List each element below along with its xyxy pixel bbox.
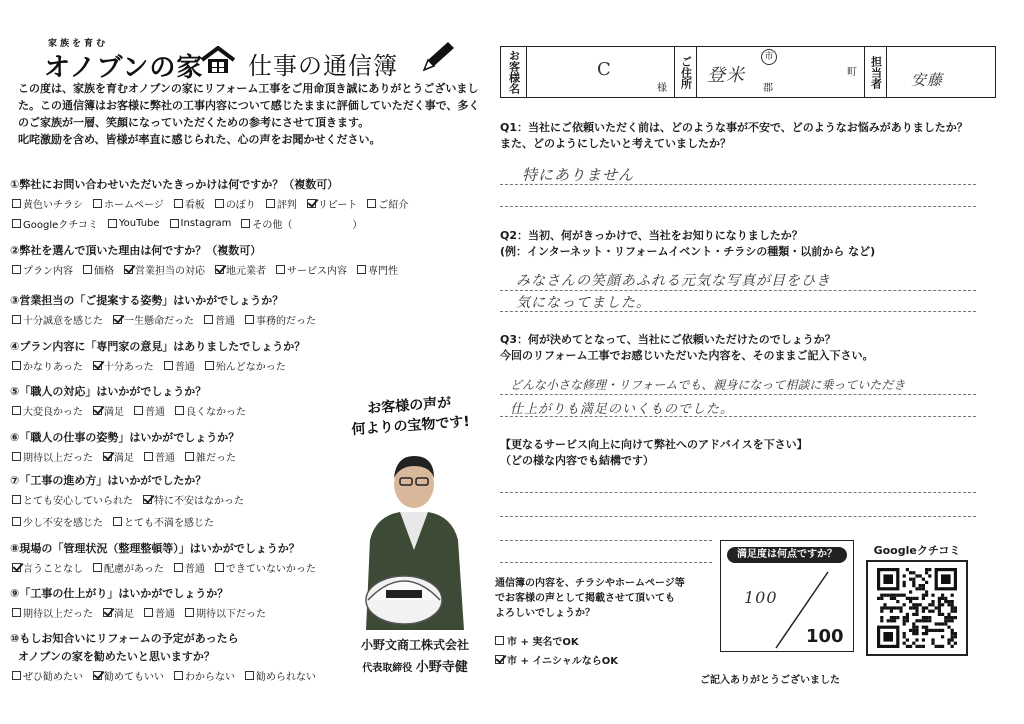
empty-box-icon[interactable] bbox=[245, 671, 254, 680]
empty-box-icon[interactable] bbox=[215, 199, 224, 208]
question-7-options bbox=[12, 514, 214, 529]
option-checkbox[interactable] bbox=[215, 196, 256, 211]
option-checkbox[interactable] bbox=[357, 262, 398, 277]
option-label: 普通 bbox=[174, 362, 195, 373]
checked-box-icon[interactable] bbox=[143, 495, 152, 504]
option-label: その他（ ） bbox=[252, 220, 363, 231]
option-checkbox[interactable] bbox=[12, 403, 83, 418]
empty-box-icon[interactable] bbox=[12, 608, 21, 617]
option-label: とても安心していられた bbox=[23, 496, 133, 507]
publish-option[interactable] bbox=[495, 633, 579, 648]
option-checkbox[interactable] bbox=[108, 216, 160, 231]
option-checkbox[interactable] bbox=[215, 560, 316, 575]
checked-box-icon[interactable] bbox=[93, 361, 102, 370]
checked-box-icon[interactable] bbox=[93, 406, 102, 415]
question-9-title: ⑨「工事の仕上がり」はいかがでしょうか？ bbox=[10, 587, 229, 600]
question-2-title: ②弊社を選んで頂いた理由は何ですか？（複数可） bbox=[10, 244, 262, 257]
empty-box-icon[interactable] bbox=[174, 199, 183, 208]
option-label: 普通 bbox=[155, 453, 175, 464]
empty-box-icon[interactable] bbox=[134, 406, 143, 415]
option-label: 勧められない bbox=[256, 672, 316, 683]
answer-line bbox=[500, 290, 976, 291]
answer-line bbox=[500, 206, 976, 207]
empty-box-icon[interactable] bbox=[367, 199, 376, 208]
speech-bubble: お客様の声が 何よりの宝物です! bbox=[351, 395, 471, 439]
option-checkbox[interactable] bbox=[124, 262, 205, 277]
option-checkbox[interactable] bbox=[113, 514, 214, 529]
option-checkbox[interactable] bbox=[307, 196, 358, 211]
house-icon bbox=[200, 46, 236, 74]
answer-line bbox=[500, 416, 976, 417]
option-checkbox[interactable] bbox=[103, 449, 134, 464]
option-checkbox[interactable] bbox=[205, 358, 286, 373]
question-4-options bbox=[12, 358, 286, 373]
option-checkbox[interactable] bbox=[93, 358, 154, 373]
customer-name-label: お客様名 bbox=[501, 47, 527, 97]
empty-box-icon[interactable] bbox=[12, 361, 21, 370]
a3-answer-line1: どんな小さな修理・リフォームでも、親身になって相談に乗っていただき bbox=[510, 378, 906, 392]
option-label: 専門性 bbox=[368, 266, 398, 277]
question-10-subtitle: オノブンの家を勧めたいと思いますか？ bbox=[18, 650, 215, 663]
brand-tagline: 家族を育む bbox=[48, 39, 109, 49]
option-checkbox[interactable] bbox=[12, 262, 73, 277]
empty-box-icon[interactable] bbox=[12, 315, 21, 324]
empty-box-icon[interactable] bbox=[357, 265, 366, 274]
address-cell bbox=[697, 47, 865, 97]
option-label: 満足 bbox=[114, 609, 134, 620]
ceo-signature: 代表取締役 小野寺健 bbox=[362, 660, 468, 675]
answer-line bbox=[500, 540, 712, 541]
option-label: 普通 bbox=[215, 316, 235, 327]
thanks-text: ご記入ありがとうございました bbox=[700, 675, 840, 686]
publish-option-label: 市 + 実名でOK bbox=[507, 637, 579, 648]
empty-box-icon[interactable] bbox=[12, 406, 21, 415]
q3-text: Q3：何が決めてとなって、当社にご依頼いただけたのでしょうか？ 今回のリフォーム工事でお感じいただいた内容を、そのままご記入下さい。 bbox=[500, 333, 874, 362]
option-checkbox[interactable] bbox=[266, 196, 297, 211]
option-label: かなりあった bbox=[23, 362, 83, 373]
option-label: 大変良かった bbox=[23, 407, 83, 418]
pencil-icon bbox=[418, 38, 458, 74]
option-checkbox[interactable] bbox=[185, 449, 236, 464]
address-value: 登米 bbox=[707, 65, 745, 86]
option-checkbox[interactable] bbox=[144, 449, 175, 464]
empty-box-icon[interactable] bbox=[245, 315, 254, 324]
option-checkbox[interactable] bbox=[12, 605, 93, 620]
option-label: 普通 bbox=[184, 564, 205, 575]
empty-box-icon[interactable] bbox=[204, 315, 213, 324]
checked-box-icon[interactable] bbox=[113, 315, 122, 324]
option-label: 普通 bbox=[155, 609, 175, 620]
option-label: 期待以上だった bbox=[23, 453, 93, 464]
option-checkbox[interactable] bbox=[12, 514, 103, 529]
option-checkbox[interactable] bbox=[93, 668, 164, 683]
option-checkbox[interactable] bbox=[12, 668, 83, 683]
empty-box-icon[interactable] bbox=[108, 219, 117, 228]
option-checkbox[interactable] bbox=[93, 403, 124, 418]
option-checkbox[interactable] bbox=[12, 312, 103, 327]
a1-answer: 特にありません bbox=[522, 166, 635, 184]
option-checkbox[interactable] bbox=[12, 449, 93, 464]
option-label: YouTube bbox=[118, 218, 160, 229]
option-checkbox[interactable] bbox=[185, 605, 266, 620]
brand-logo-text: オノブンの家 bbox=[44, 53, 204, 83]
q1-text: Q1：当社にご依頼いただく前は、どのような事が不安で、どのようなお悩みがありましたか？ また、どのようにしたいと考えていましたか？ bbox=[500, 121, 968, 150]
empty-box-icon[interactable] bbox=[12, 452, 21, 461]
customer-info-table bbox=[500, 46, 996, 98]
option-checkbox[interactable] bbox=[174, 560, 205, 575]
option-checkbox[interactable] bbox=[175, 403, 246, 418]
qr-code-frame bbox=[866, 560, 968, 656]
option-checkbox[interactable] bbox=[12, 560, 83, 575]
empty-box-icon[interactable] bbox=[144, 452, 153, 461]
question-2-options bbox=[12, 262, 398, 277]
option-checkbox[interactable] bbox=[245, 312, 316, 327]
option-label: 地元業者 bbox=[226, 266, 266, 277]
q4-text: 【更なるサービス向上に向けて弊社へのアドバイスを下さい】 （どの様な内容でも結構です） bbox=[500, 438, 808, 467]
a2-answer-line2: 気になってました。 bbox=[516, 295, 651, 311]
empty-box-icon[interactable] bbox=[12, 265, 21, 274]
option-label: 看板 bbox=[184, 200, 205, 211]
empty-box-icon[interactable] bbox=[12, 199, 21, 208]
option-label: ぜひ勧めたい bbox=[23, 672, 83, 683]
option-label: 言うことなし bbox=[23, 564, 83, 575]
option-checkbox[interactable] bbox=[367, 196, 408, 211]
option-label: 営業担当の対応 bbox=[135, 266, 205, 277]
option-label: リピート bbox=[317, 200, 358, 211]
question-7-options bbox=[12, 492, 244, 507]
empty-box-icon[interactable] bbox=[174, 563, 183, 572]
checked-box-icon[interactable] bbox=[307, 199, 316, 208]
address-label: ご住所 bbox=[675, 47, 697, 97]
question-3-title: ③営業担当の「ご提案する姿勢」はいかがでしょうか？ bbox=[10, 294, 284, 307]
question-6-title: ⑥「職人の仕事の姿勢」はいかがでしょうか？ bbox=[10, 431, 240, 444]
cho-label: 町 bbox=[847, 67, 857, 78]
checked-box-icon[interactable] bbox=[93, 671, 102, 680]
empty-box-icon[interactable] bbox=[175, 406, 184, 415]
a2-answer-line1: みなさんの笑顔あふれる元気な写真が目をひき bbox=[516, 273, 831, 289]
answer-line bbox=[500, 562, 712, 563]
score-value: 100 bbox=[744, 588, 778, 607]
question-10-options bbox=[12, 668, 316, 683]
question-3-options bbox=[12, 312, 316, 327]
option-label: 価格 bbox=[94, 266, 114, 277]
option-label: ホームページ bbox=[104, 200, 164, 211]
empty-box-icon[interactable] bbox=[266, 199, 275, 208]
answer-line bbox=[500, 184, 976, 185]
intro-text: この度は、家族を育むオノブンの家にリフォーム工事をご用命頂き誠にありがとうございまし た。この通信簿はお客様に弊社の工事内容について感じたままに評価していただく事で、多く のご家族が一層、笑顔になっていただくための参考にさせて頂きます。 叱咤激励を含め、皆様が率直に感じられた、心の声をお聞かせください。 bbox=[18, 82, 480, 146]
option-label: 満足 bbox=[104, 407, 124, 418]
option-label: できていないかった bbox=[225, 564, 316, 575]
option-checkbox[interactable] bbox=[103, 605, 134, 620]
option-checkbox[interactable] bbox=[241, 216, 362, 231]
page-title: 仕事の通信簿 bbox=[248, 52, 398, 80]
empty-box-icon[interactable] bbox=[83, 265, 92, 274]
option-checkbox[interactable] bbox=[113, 312, 194, 327]
option-label: 評判 bbox=[276, 200, 297, 211]
option-checkbox[interactable] bbox=[174, 668, 235, 683]
option-label: 事務的だった bbox=[256, 316, 316, 327]
option-label: 勧めてもいい bbox=[104, 672, 164, 683]
qr-code[interactable] bbox=[877, 568, 957, 648]
option-checkbox[interactable] bbox=[83, 262, 114, 277]
staff-photo bbox=[356, 450, 472, 630]
question-1-title: ①弊社にお問い合わせいただいたきっかけは何ですか？（複数可） bbox=[10, 178, 339, 191]
option-label: 雑だった bbox=[196, 453, 236, 464]
checked-box-icon[interactable] bbox=[215, 265, 224, 274]
option-label: サービス内容 bbox=[287, 266, 347, 277]
option-label: 普通 bbox=[145, 407, 165, 418]
option-label: 期待以下だった bbox=[196, 609, 266, 620]
sama-label: 様 bbox=[657, 83, 667, 94]
option-label: 黄色いチラシ bbox=[23, 200, 83, 211]
option-checkbox[interactable] bbox=[215, 262, 266, 277]
answer-line bbox=[500, 492, 976, 493]
staff-value: 安藤 bbox=[911, 71, 944, 89]
question-8-options bbox=[12, 560, 316, 575]
gun-label: 郡 bbox=[763, 83, 773, 94]
option-label: 配慮があった bbox=[104, 564, 164, 575]
option-checkbox[interactable] bbox=[144, 605, 175, 620]
option-label: Instagram bbox=[180, 218, 232, 229]
question-8-title: ⑧現場の「管理状況（整理整頓等）」はいかがでしょうか？ bbox=[10, 542, 300, 555]
question-1-options bbox=[12, 196, 408, 211]
answer-line bbox=[500, 516, 976, 517]
empty-box-icon[interactable] bbox=[144, 608, 153, 617]
option-checkbox[interactable] bbox=[174, 196, 205, 211]
option-label: 満足 bbox=[114, 453, 134, 464]
option-label: とても不満を感じた bbox=[124, 518, 214, 529]
option-checkbox[interactable] bbox=[93, 560, 164, 575]
empty-box-icon[interactable] bbox=[12, 495, 21, 504]
score-max: 100 bbox=[806, 626, 844, 647]
answer-line bbox=[500, 394, 976, 395]
option-label: 少し不安を感じた bbox=[23, 518, 103, 529]
option-label: ご紹介 bbox=[378, 200, 409, 211]
empty-box-icon[interactable] bbox=[12, 671, 21, 680]
empty-box-icon[interactable] bbox=[164, 361, 173, 370]
empty-box-icon[interactable] bbox=[113, 517, 122, 526]
publish-option-label: 市 + イニシャルならOK bbox=[507, 656, 618, 667]
option-label: 期待以上だった bbox=[23, 609, 93, 620]
q2-text: Q2：当初、何がきっかけで、当社をお知りになりましたか？ (例：インターネット・リフォームイベント・チラシの種類・以前から など) bbox=[500, 229, 876, 258]
option-checkbox[interactable] bbox=[93, 196, 164, 211]
question-5-title: ⑤「職人の対応」はいかがでしょうか？ bbox=[10, 385, 207, 398]
empty-box-icon[interactable] bbox=[170, 219, 179, 228]
empty-box-icon[interactable] bbox=[185, 452, 194, 461]
company-name: 小野文商工株式会社 bbox=[360, 638, 469, 652]
empty-box-icon[interactable] bbox=[93, 199, 102, 208]
option-checkbox[interactable] bbox=[12, 216, 98, 231]
option-checkbox[interactable] bbox=[134, 403, 165, 418]
checked-box-icon[interactable] bbox=[124, 265, 133, 274]
checked-box-icon[interactable] bbox=[103, 452, 112, 461]
empty-box-icon[interactable] bbox=[215, 563, 224, 572]
empty-box-icon[interactable] bbox=[12, 219, 21, 228]
publish-option[interactable] bbox=[495, 652, 618, 667]
empty-box-icon[interactable] bbox=[241, 219, 250, 228]
empty-box-icon[interactable] bbox=[495, 636, 504, 645]
option-label: 十分誠意を感じた bbox=[23, 316, 103, 327]
option-label: 十分あった bbox=[103, 362, 154, 373]
option-label: Googleクチコミ bbox=[23, 220, 98, 231]
option-label: 殆んどなかった bbox=[215, 362, 286, 373]
option-checkbox[interactable] bbox=[12, 196, 83, 211]
empty-box-icon[interactable] bbox=[12, 517, 21, 526]
question-5-options bbox=[12, 403, 246, 418]
question-4-title: ④プラン内容に「専門家の意見」はありましたでしょうか？ bbox=[10, 340, 306, 353]
option-label: プラン内容 bbox=[23, 266, 73, 277]
empty-box-icon[interactable] bbox=[185, 608, 194, 617]
option-checkbox[interactable] bbox=[170, 216, 232, 231]
option-checkbox[interactable] bbox=[245, 668, 316, 683]
question-6-options bbox=[12, 449, 236, 464]
question-1-options bbox=[12, 216, 362, 231]
empty-box-icon[interactable] bbox=[93, 563, 102, 572]
empty-box-icon[interactable] bbox=[276, 265, 285, 274]
checked-box-icon[interactable] bbox=[103, 608, 112, 617]
checked-box-icon[interactable] bbox=[495, 655, 504, 664]
staff-cell bbox=[887, 47, 997, 97]
option-checkbox[interactable] bbox=[12, 358, 83, 373]
checked-box-icon[interactable] bbox=[12, 563, 21, 572]
answer-line bbox=[500, 311, 976, 312]
option-checkbox[interactable] bbox=[204, 312, 235, 327]
city-mark: 市 bbox=[761, 49, 777, 65]
option-checkbox[interactable] bbox=[12, 492, 133, 507]
empty-box-icon[interactable] bbox=[174, 671, 183, 680]
option-label: わからない bbox=[185, 672, 235, 683]
option-checkbox[interactable] bbox=[143, 492, 244, 507]
option-label: 特に不安はなかった bbox=[154, 496, 244, 507]
option-checkbox[interactable] bbox=[276, 262, 347, 277]
a3-answer-line2: 仕上がりも満足のいくものでした。 bbox=[510, 402, 735, 417]
publish-consent-text: 通信簿の内容を、チラシやホームページ等 でお客様の声として掲載させて頂いても よろしいでしょうか？ bbox=[495, 578, 685, 619]
score-heading: 満足度は何点ですか？ bbox=[727, 547, 847, 563]
question-7-title: ⑦「工事の進め方」はいかがでしたか？ bbox=[10, 474, 207, 487]
option-checkbox[interactable] bbox=[164, 358, 195, 373]
staff-label: 担当者 bbox=[865, 47, 887, 97]
customer-name-value: C bbox=[597, 59, 612, 80]
option-label: 一生懸命だった bbox=[124, 316, 194, 327]
empty-box-icon[interactable] bbox=[205, 361, 214, 370]
google-review-title: Googleクチコミ bbox=[873, 544, 961, 557]
question-10-title: ⑩もしお知合いにリフォームの予定があったら bbox=[10, 632, 239, 645]
question-9-options bbox=[12, 605, 266, 620]
option-label: 良くなかった bbox=[186, 407, 246, 418]
customer-name-cell bbox=[527, 47, 675, 97]
option-label: のぼり bbox=[225, 200, 256, 211]
